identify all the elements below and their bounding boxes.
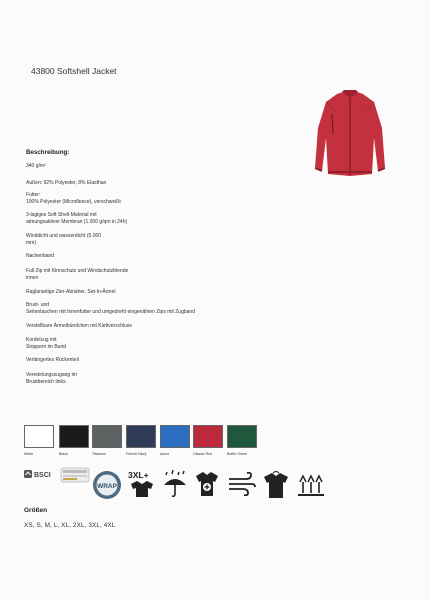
sizes-heading: Größen bbox=[24, 507, 48, 514]
desc-pockets: Brust- und Seitentaschen mit Innenfutter und umgedreht eingenähten Zips mit Zugband bbox=[26, 302, 195, 315]
desc-outer-material: Außen: 92% Polyester, 8% Elasthan bbox=[26, 180, 107, 186]
desc-full-zip: Full Zip mit Kinnschutz und Windschutzblende innen bbox=[26, 268, 129, 281]
3xl-plus-icon bbox=[128, 469, 156, 499]
swatch-label-titanium: Titanium bbox=[92, 452, 106, 456]
feature-icons-row bbox=[0, 465, 430, 505]
rain-umbrella-icon bbox=[163, 470, 187, 498]
desc-weight: 340 g/m² bbox=[26, 163, 46, 169]
description-heading: Beschreibung: bbox=[26, 149, 70, 156]
fleece-icon bbox=[296, 472, 326, 498]
swatch-label-azure: Azure bbox=[160, 452, 170, 456]
desc-waterproof: Winddicht und wasserdicht (5.000 mm) bbox=[26, 233, 102, 246]
size-plus-text: 3XL+ bbox=[128, 470, 149, 480]
bsci-text: BSCI bbox=[34, 472, 51, 479]
bsci-logo bbox=[24, 467, 58, 481]
desc-softshell-material: 3-lagiges Soft Shell-Material mit atmungsaktiver Membran (1.000 g/qm in 24h) bbox=[26, 212, 128, 225]
wind-icon bbox=[228, 472, 256, 496]
jacket-image bbox=[308, 88, 392, 180]
swatch-french-navy[interactable] bbox=[126, 425, 156, 448]
swatch-label-classic-red: Classic Red bbox=[193, 452, 213, 456]
swatch-classic-red[interactable] bbox=[193, 425, 223, 448]
swatch-black[interactable] bbox=[59, 425, 89, 448]
desc-drawcord: Kordelzug mit Stoppern im Bund bbox=[26, 337, 67, 350]
product-title: 43800 Softshell Jacket bbox=[31, 66, 117, 76]
swatch-bottle-green[interactable] bbox=[227, 425, 257, 448]
oeko-tex-logo bbox=[60, 467, 90, 483]
desc-neck-tape: Nackenband bbox=[26, 253, 55, 259]
desc-decoration-access: Veredelungszugang im Brustbereich links. bbox=[26, 372, 77, 385]
swatch-titanium[interactable] bbox=[92, 425, 122, 448]
shirt-plus-icon bbox=[193, 471, 221, 497]
swatch-label-french-navy: French Navy bbox=[126, 452, 147, 456]
swatch-label-bottle-green: Bottle Green bbox=[227, 452, 248, 456]
desc-raglan: Raglanartige Zier-Abnäher, Set-In-Ärmel bbox=[26, 289, 116, 295]
desc-dropped-back: Verlängertes Rückenteil bbox=[26, 357, 79, 363]
desc-cuffs: Verstellbare Ärmelbündchen mit Klettverschluss bbox=[26, 323, 132, 329]
sizes-list: XS, S, M, L, XL, 2XL, 3XL, 4XL bbox=[24, 522, 116, 529]
breathable-shirt-icon bbox=[261, 471, 291, 499]
swatch-label-black: Black bbox=[59, 452, 68, 456]
swatch-white[interactable] bbox=[24, 425, 54, 448]
swatch-label-white: White bbox=[24, 452, 34, 456]
swatch-azure[interactable] bbox=[160, 425, 190, 448]
desc-lining: Futter: 100% Polyester (Microfleece), verschweißt bbox=[26, 192, 121, 205]
wrap-text: WRAP bbox=[97, 483, 117, 490]
wrap-logo bbox=[92, 470, 122, 500]
